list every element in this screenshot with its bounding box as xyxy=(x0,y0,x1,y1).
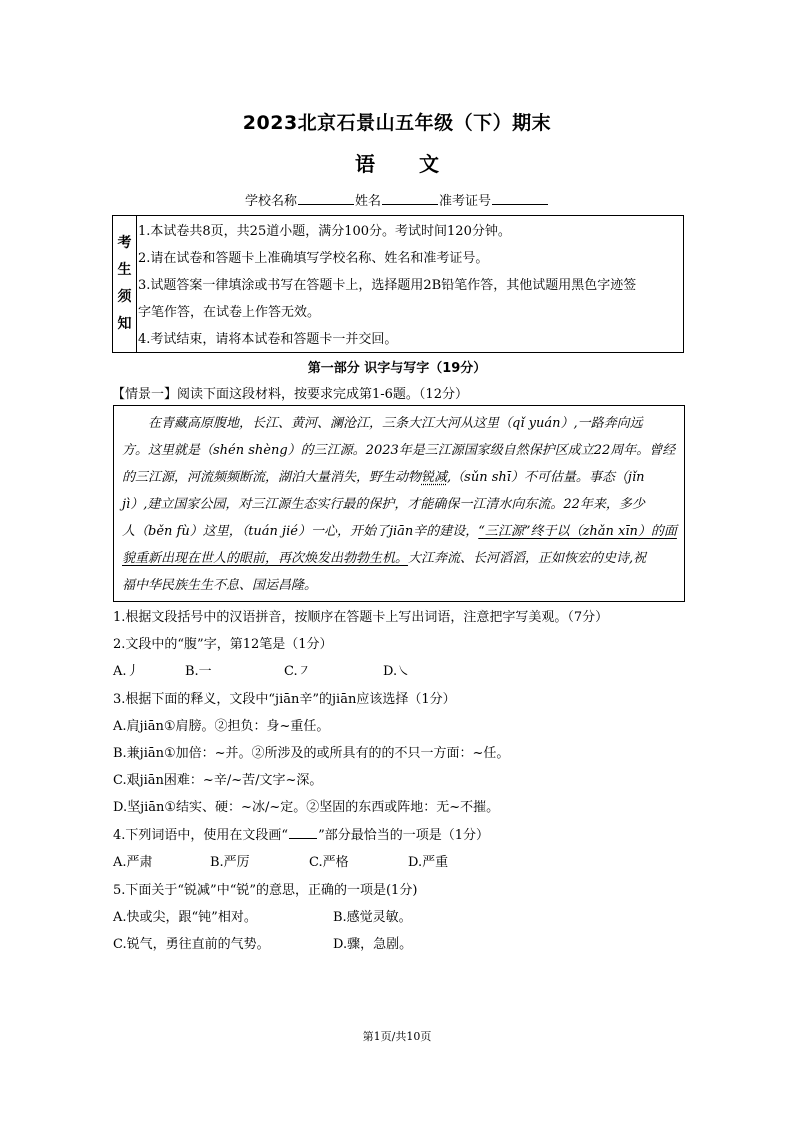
notice-line: 字笔作答，在试卷上作答无效。 xyxy=(138,305,321,320)
id-label: 准考证号 xyxy=(439,194,492,209)
id-blank xyxy=(492,192,548,205)
student-info-line xyxy=(0,190,794,209)
q2-option-a: A.丿 xyxy=(113,664,140,679)
passage-line: 在青藏高原腹地，长江、黄河、澜沧江，三条大江大河从这里（qǐ yuán）,一路奔向远 xyxy=(148,416,643,431)
q3-option-c: C.艰jiān困难：~辛/~苦/文字~深。 xyxy=(113,773,323,788)
q3-option-d: D.坚jiān①结实、硬：~冰/~定。②坚固的东西或阵地：无~不摧。 xyxy=(113,800,500,815)
question-3: 3.根据下面的释义，文段中“jiān辛”的jiān应该选择（1分） xyxy=(113,692,456,707)
question-1: 1.根据文段括号中的汉语拼音，按顺序在答题卡上写出词语，注意把字写美观。（7分） xyxy=(113,610,609,625)
q5-option-c: C.锐气，勇往直前的气势。 xyxy=(113,937,270,952)
passage-line: 貌重新出现在世人的眼前，再次焕发出勃勃生机。大江奔流、长河滔滔，正如恢宏的史诗,祝 xyxy=(122,551,647,566)
q5-option-d: D.骤，急剧。 xyxy=(333,937,413,952)
name-blank xyxy=(382,192,438,205)
passage-line: jì）,建立国家公园，对三江源生态实行最的保护，才能确保一江清水向东流。22年来，多少 xyxy=(122,497,645,512)
subject-heading xyxy=(0,148,794,177)
q4-underline-mark xyxy=(289,826,317,839)
passage-line: 福中华民族生生不息、国运昌隆。 xyxy=(122,578,318,593)
q2-option-c: C.㇇ xyxy=(284,664,311,679)
q3-option-b: B.兼jiān①加倍：~并。②所涉及的或所具有的的不只一方面：~任。 xyxy=(113,746,510,761)
notice-line: 2.请在试卷和答题卡上准确填写学校名称、姓名和准考证号。 xyxy=(138,251,489,266)
question-2: 2.文段中的“腹”字，第12笔是（1分） xyxy=(113,637,333,652)
reading-passage-box xyxy=(113,405,685,602)
exam-title: 2023北京石景山五年级（下）期末 xyxy=(242,112,552,134)
subject-char-2: 文 xyxy=(419,152,439,176)
notice-line: 1.本试卷共8页，共25道小题，满分100分。考试时间120分钟。 xyxy=(138,224,511,239)
q5-option-b: B.感觉灵敏。 xyxy=(333,910,412,925)
underlined-sentence: “三江源”终于以（zhǎn xīn）的面 xyxy=(478,524,677,539)
q4-option-c: C.严格 xyxy=(309,855,349,870)
school-label: 学校名称 xyxy=(244,194,297,209)
notice-side-label: 考 生 须 知 xyxy=(113,216,137,352)
exam-notice-box xyxy=(112,215,684,353)
school-blank xyxy=(298,192,354,205)
question-5: 5.下面关于“锐减”中“锐”的意思，正确的一项是(1分) xyxy=(113,883,418,898)
q3-option-a: A.肩jiān①肩膀。②担负：身~重任。 xyxy=(113,719,330,734)
name-label: 姓名 xyxy=(354,194,381,209)
dotted-word: 锐减 xyxy=(421,470,448,485)
scenario-intro: 【情景一】阅读下面这段材料，按要求完成第1-6题。（12分） xyxy=(112,387,468,402)
passage-line: 的三江源，河流频频断流，湖泊大量消失，野生动物锐减,（sǔn shī）不可估量。事态（jǐn xyxy=(122,470,645,485)
q2-option-d: D.㇏ xyxy=(383,664,411,679)
q5-option-a: A.快或尖，跟“钝”相对。 xyxy=(113,910,257,925)
q4-option-b: B.严厉 xyxy=(210,855,250,870)
passage-line: 方。这里就是（shén shèng）的三江源。2023年是三江源国家级自然保护区成立22周年。曾经 xyxy=(122,443,676,458)
underlined-sentence: 貌重新出现在世人的眼前，再次焕发出勃勃生机。 xyxy=(122,551,409,566)
passage-line: 人（běn fù）这里，（tuán jié）一心，开始了jiān辛的建设，“三江源”终于以（zhǎn xīn）的面 xyxy=(122,524,677,539)
notice-line: 3.试题答案一律填涂或书写在答题卡上，选择题用2B铅笔作答，其他试题用黑色字迹签 xyxy=(138,278,637,293)
q4-option-d: D.严重 xyxy=(408,855,449,870)
part-one-title: 第一部分 识字与写字（19分） xyxy=(307,361,487,376)
q4-option-a: A.严肃 xyxy=(113,855,153,870)
subject-char-1: 语 xyxy=(355,152,375,176)
notice-line: 4.考试结束，请将本试卷和答题卡一并交回。 xyxy=(138,332,398,347)
page-number: 第1页/共10页 xyxy=(362,1030,432,1043)
q2-option-b: B.一 xyxy=(185,664,212,679)
question-4: 4.下列词语中，使用在文段画“ ”部分最恰当的一项是（1分） xyxy=(113,828,489,843)
